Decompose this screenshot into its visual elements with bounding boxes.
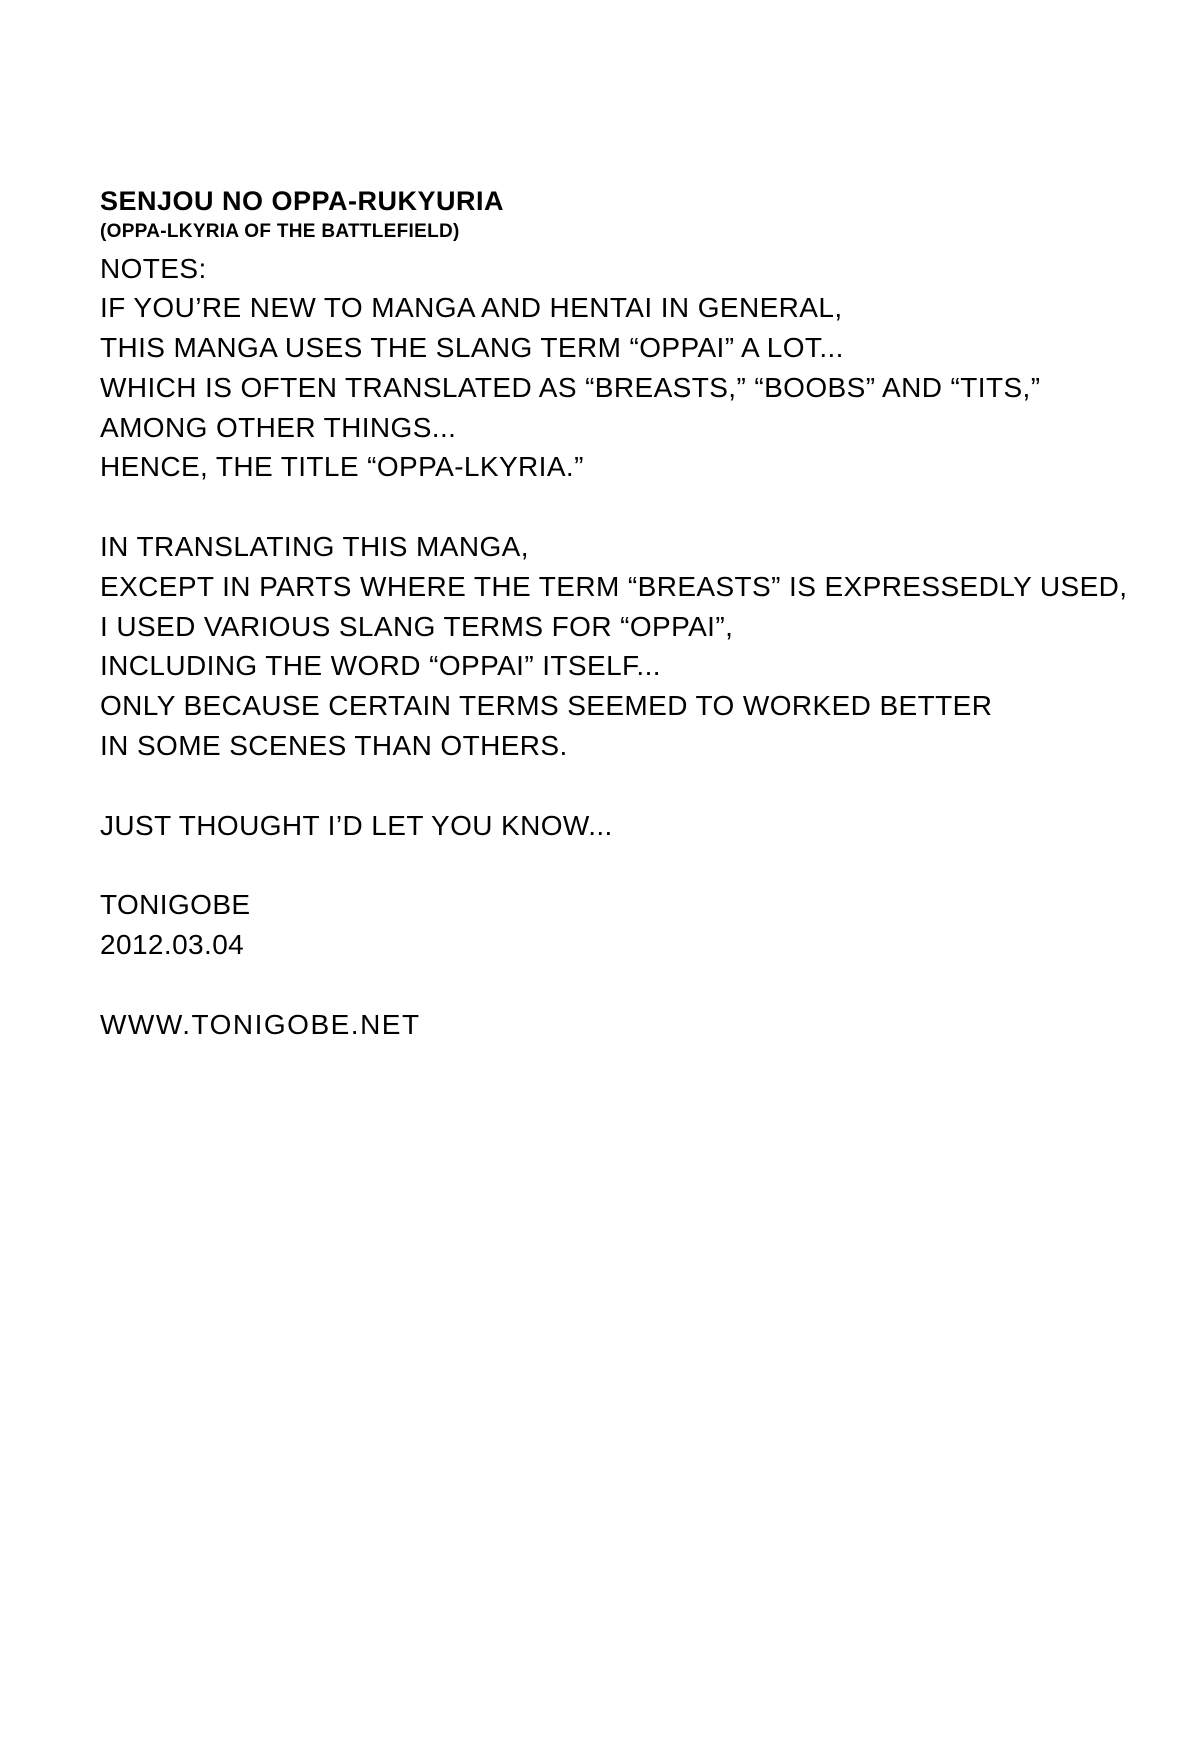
paragraph3-line-1: JUST THOUGHT I’D LET YOU KNOW... xyxy=(100,809,613,841)
page-subtitle: (OPPA-LKYRIA OF THE BATTLEFIELD) xyxy=(100,220,460,242)
paragraph2-line-3: I USED VARIOUS SLANG TERMS FOR “OPPAI”, xyxy=(100,610,734,642)
notes-heading: NOTES: xyxy=(100,252,207,284)
paragraph-spacer-4 xyxy=(100,965,1120,1005)
paragraph2-line-5: ONLY BECAUSE CERTAIN TERMS SEEMED TO WORKED BETTER xyxy=(100,690,993,722)
paragraph-spacer-3 xyxy=(100,845,1120,885)
website-url[interactable]: WWW.TONIGOBE.NET xyxy=(100,1008,421,1040)
paragraph1-line-3: WHICH IS OFTEN TRANSLATED AS “BREASTS,” “BOOBS” AND “TITS,” xyxy=(100,371,1041,403)
translator-notes xyxy=(100,186,1128,1045)
paragraph2-line-6: IN SOME SCENES THAN OTHERS. xyxy=(100,729,568,761)
paragraph1-line-5: HENCE, THE TITLE “OPPA-LKYRIA.” xyxy=(100,451,584,483)
signature-name: TONIGOBE xyxy=(100,889,251,921)
paragraph-spacer-2 xyxy=(100,766,1120,806)
paragraph2-line-4: INCLUDING THE WORD “OPPAI” ITSELF... xyxy=(100,650,661,682)
paragraph-spacer-1 xyxy=(100,487,1120,527)
paragraph2-line-1: IN TRANSLATING THIS MANGA, xyxy=(100,531,529,563)
page-title: SENJOU NO OPPA-RUKYURIA xyxy=(100,186,505,216)
paragraph2-line-2: EXCEPT IN PARTS WHERE THE TERM “BREASTS” IS EXPRESSEDLY USED, xyxy=(100,570,1128,602)
paragraph1-line-4: AMONG OTHER THINGS... xyxy=(100,411,457,443)
signature-date: 2012.03.04 xyxy=(100,929,245,961)
paragraph1-line-2: THIS MANGA USES THE SLANG TERM “OPPAI” A LOT... xyxy=(100,332,844,364)
paragraph1-line-1: IF YOU’RE NEW TO MANGA AND HENTAI IN GENERAL, xyxy=(100,292,843,324)
